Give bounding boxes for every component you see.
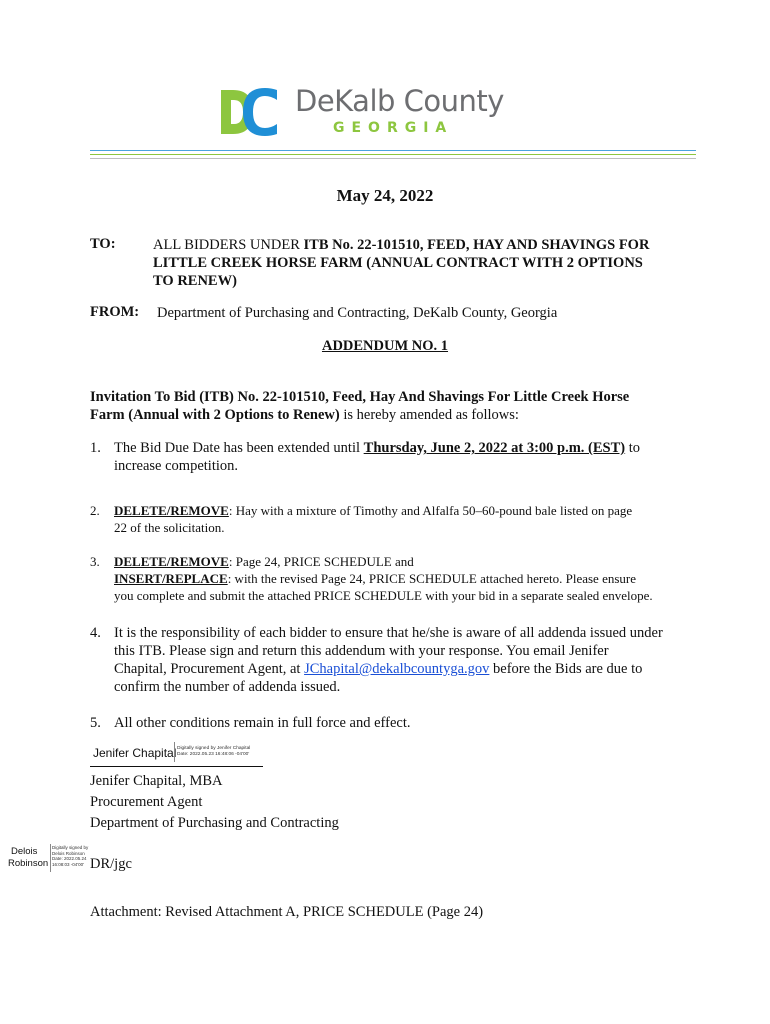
signature-details: [177, 746, 250, 758]
header-rule-gray: [90, 158, 696, 159]
signer-department: Department of Purchasing and Contracting: [90, 815, 339, 831]
signer-title: Procurement Agent: [90, 794, 203, 810]
letter-date: May 24, 2022: [336, 186, 434, 205]
signature-2-details: [52, 845, 88, 867]
item-3-label-2: INSERT/REPLACE: [114, 571, 228, 586]
header-rule-green: [90, 154, 696, 155]
item-3-text: [114, 553, 653, 604]
to-recipients: [153, 236, 649, 290]
to-label: TO:: [90, 236, 116, 252]
item-1-number: 1.: [90, 440, 101, 456]
item-1-new-due-date: Thursday, June 2, 2022 at 3:00 p.m. (EST): [363, 440, 626, 456]
signature-divider: [174, 742, 175, 762]
attachment-note: Attachment: Revised Attachment A, PRICE SCHEDULE (Page 24): [90, 904, 484, 920]
signer-name: Jenifer Chapital, MBA: [90, 773, 223, 789]
to-line-3: TO RENEW): [153, 273, 237, 289]
intro-line-2-tail: is hereby amended as follows:: [339, 407, 519, 423]
item-3-body-1: : Page 24, PRICE SCHEDULE and: [228, 554, 414, 569]
intro-paragraph: [90, 388, 629, 424]
from-text: Department of Purchasing and Contracting, DeKalb County, Georgia: [157, 305, 558, 321]
dc-monogram-icon: [219, 88, 281, 136]
to-line-2: LITTLE CREEK HORSE FARM (ANNUAL CONTRACT WITH 2 OPTIONS: [153, 255, 643, 271]
item-5-number: 5.: [90, 715, 101, 731]
item-2-label: DELETE/REMOVE: [114, 503, 229, 518]
item-3-line-2: [114, 570, 653, 587]
to-line-1: ALL BIDDERS UNDER ITB No. 22-101510, FEED, HAY AND SHAVINGS FOR: [153, 237, 650, 253]
intro-line-1: Invitation To Bid (ITB) No. 22-101510, Feed, Hay And Shavings For Little Creek Horse: [90, 389, 630, 405]
item-4-line-4: confirm the number of addenda issued.: [114, 679, 341, 695]
intro-line-2: [90, 406, 629, 424]
item-2-text: [114, 502, 632, 536]
item-2-number: 2.: [90, 503, 100, 518]
to-line-1-emph: ITB No. 22-101510, FEED, HAY AND SHAVINGS FOR: [303, 237, 650, 253]
item-4-text: [114, 624, 663, 696]
item-2-body: : Hay with a mixture of Timothy and Alfalfa 50–60-pound bale listed on page: [228, 503, 633, 518]
item-3-body-2: : with the revised Page 24, PRICE SCHEDULE attached hereto. Please ensure: [227, 571, 637, 586]
signer-block: [90, 771, 339, 834]
item-1-pre: The Bid Due Date has been extended until: [114, 440, 364, 456]
item-4-line-3-pre: Chapital, Procurement Agent, at: [114, 661, 305, 677]
item-3-number: 3.: [90, 554, 100, 569]
logo-county-name: DeKalb County: [295, 84, 504, 118]
item-3-label-1: DELETE/REMOVE: [114, 554, 229, 569]
item-3-line-3: you complete and submit the attached PRICE SCHEDULE with your bid in a separate sealed envelope.: [114, 588, 653, 603]
item-4-line-2: this ITB. Please sign and return this addendum with your response. You email Jenifer: [114, 643, 609, 659]
header-rule-blue: [90, 150, 696, 151]
signature-2-detail-line-4: 16:08:03 -04'00': [52, 861, 84, 867]
item-5-text: All other conditions remain in full force and effect.: [114, 715, 411, 731]
item-2-line-2: 22 of the solicitation.: [114, 520, 225, 535]
item-4-line-3-post: before the Bids are due to: [489, 661, 643, 677]
item-1-line-1: [114, 439, 640, 457]
intro-line-2-emph: Farm (Annual with 2 Options to Renew): [90, 407, 340, 423]
item-2-line-1: [114, 502, 632, 519]
signature-2-name-first: Delois: [11, 846, 38, 857]
signature-2-detail-line-1: Digitally signed by: [52, 845, 89, 850]
from-label: FROM:: [90, 304, 140, 320]
item-3-line-1: [114, 553, 653, 570]
item-1-line-2: increase competition.: [114, 458, 239, 474]
item-1-post: to: [625, 440, 641, 456]
signature-2-divider: [50, 844, 51, 872]
signature-2-name-last: Robinson: [8, 858, 49, 869]
email-link[interactable]: JChapital@dekalbcountyga.gov: [304, 661, 490, 677]
signature-line: [90, 766, 263, 767]
item-4-number: 4.: [90, 625, 101, 641]
item-4-line-3: [114, 660, 663, 678]
addendum-title: ADDENDUM NO. 1: [321, 338, 449, 354]
signature-2-detail-line-3: Date: 2022.05.24: [52, 856, 87, 862]
signature-2-name: [8, 846, 48, 870]
signature-name: Jenifer Chapital: [93, 746, 177, 760]
signature-detail-line-2: Date: 2022.05.23 16:48:06 -04'00': [177, 752, 250, 757]
initials: DR/jgc: [90, 856, 132, 872]
item-1-text: [114, 439, 640, 475]
logo-state-name: GEORGIA: [333, 120, 454, 136]
signature-2-detail-line-2: Delois Robinson: [52, 850, 85, 856]
signature-detail-line-1: Digitally signed by Jenifer Chapital: [177, 746, 251, 751]
item-4-line-1: It is the responsibility of each bidder to ensure that he/she is aware of all addenda issued under: [114, 625, 663, 641]
